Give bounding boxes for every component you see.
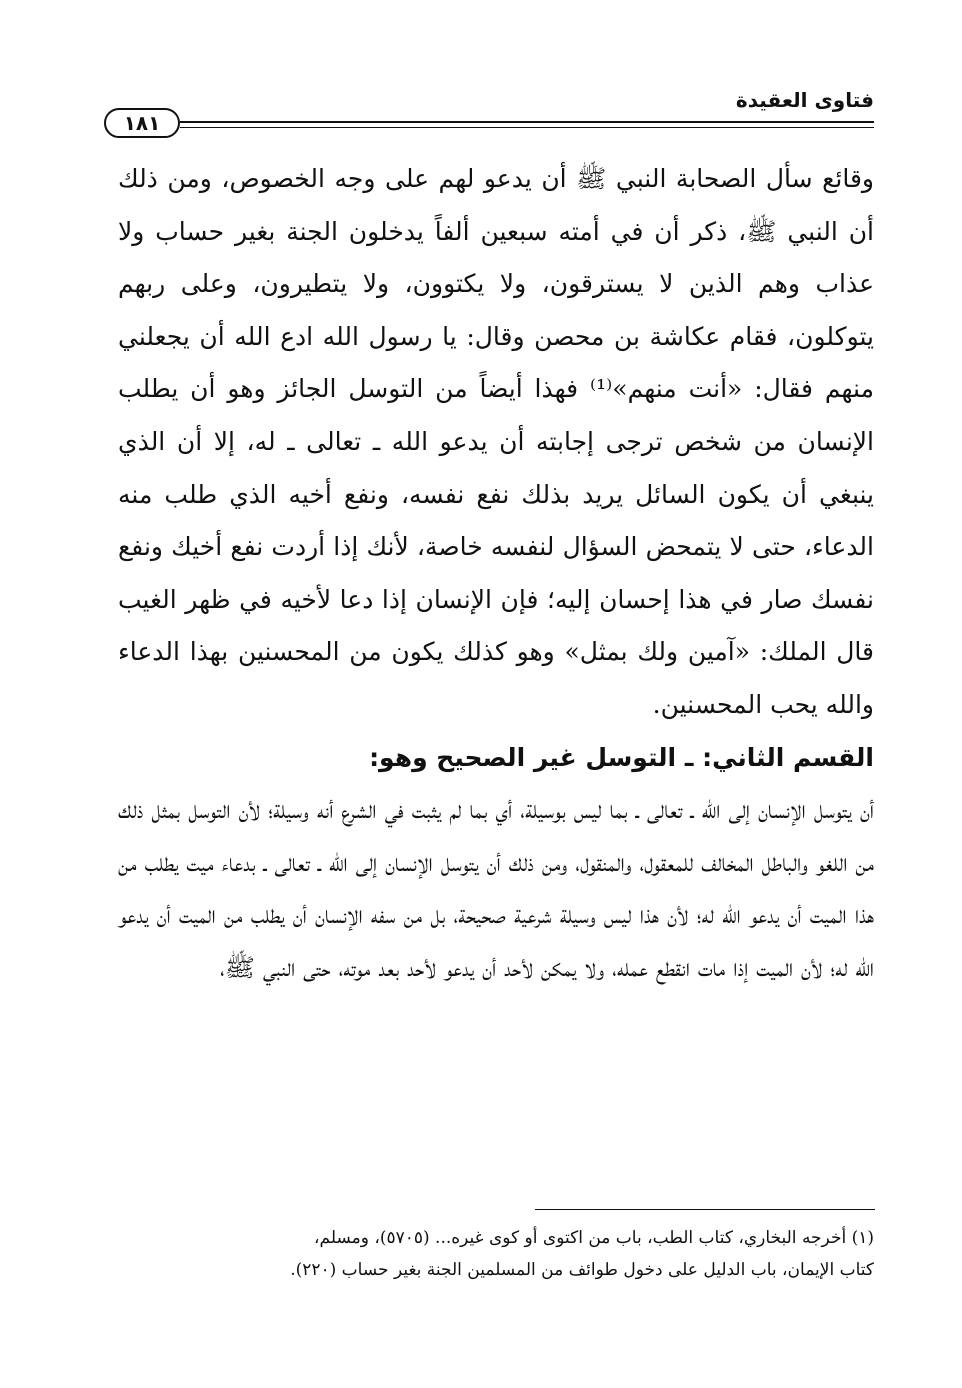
footnote-1-line-1: (١) أخرجه البخاري، كتاب الطب، باب من اكتوى أو كوى غيره... (٥٧٠٥)، ومسلم، bbox=[314, 1228, 874, 1248]
footnote-separator bbox=[535, 1209, 875, 1210]
main-text bbox=[118, 153, 874, 995]
header-rule bbox=[180, 121, 874, 128]
page-number: ١٨١ bbox=[104, 108, 180, 138]
page-header bbox=[104, 80, 874, 140]
paragraph-2: أن يتوسل الإنسان إلى الله ـ تعالى ـ بما ليس بوسيلة، أي بما لم يثبت في الشرع أنه وسيلة؛ لأن التوسل بمثل ذلك من اللغو والباطل المخالف للمعقول، والمنقول، ومن ذلك أن يتوسل الإنسان إلى الله ـ تعالى ـ بدعاء ميت يطلب من هذا الميت أن يدعو الله له؛ لأن هذا ليس وسيلة شرعية صحيحة، بل من سفه الإنسان أن يطلب من الميت أن يدعو الله له؛ لأن الميت إذا مات انقطع عمله، ولا يمكن لأحد أن يدعو لأحد بعد موته، حتى النبي ﷺ، bbox=[118, 795, 874, 982]
section-heading: القسم الثاني: ـ التوسل غير الصحيح وهو: bbox=[369, 742, 874, 772]
paragraph-1: وقائع سأل الصحابة النبي ﷺ أن يدعو لهم على وجه الخصوص، ومن ذلك أن النبي ﷺ، ذكر أن في أمته سبعين ألفاً يدخلون الجنة بغير حساب ولا عذاب وهم الذين لا يسترقون، ولا يكتوون، ولا يتطيرون، وعلى ربهم يتوكلون، فقام عكاشة بن محصن وقال: يا رسول الله ادع الله أن يجعلني منهم فقال: «أنت منهم»⁽¹⁾ فهذا أيضاً من التوسل الجائز وهو أن يطلب الإنسان من شخص ترجى إجابته أن يدعو الله ـ تعالى ـ له، إلا أن الذي ينبغي أن يكون السائل يريد بذلك نفع نفسه، ونفع أخيه الذي طلب منه الدعاء، حتى لا يتمحض السؤال لنفسه خاصة، لأنك إذا أردت نفع أخيك ونفع نفسك صار في هذا إحسان إليه؛ فإن الإنسان إذا دعا لأخيه في ظهر الغيب قال الملك: «آمين ولك بمثل» وهو كذلك يكون من المحسنين بهذا الدعاء والله يحب المحسنين. bbox=[118, 164, 874, 719]
running-title: فتاوى العقيدة bbox=[735, 88, 874, 112]
footnote-1-line-2: كتاب الإيمان، باب الدليل على دخول طوائف من المسلمين الجنة بغير حساب (٢٢٠). bbox=[290, 1260, 874, 1280]
footnotes bbox=[118, 1222, 874, 1286]
